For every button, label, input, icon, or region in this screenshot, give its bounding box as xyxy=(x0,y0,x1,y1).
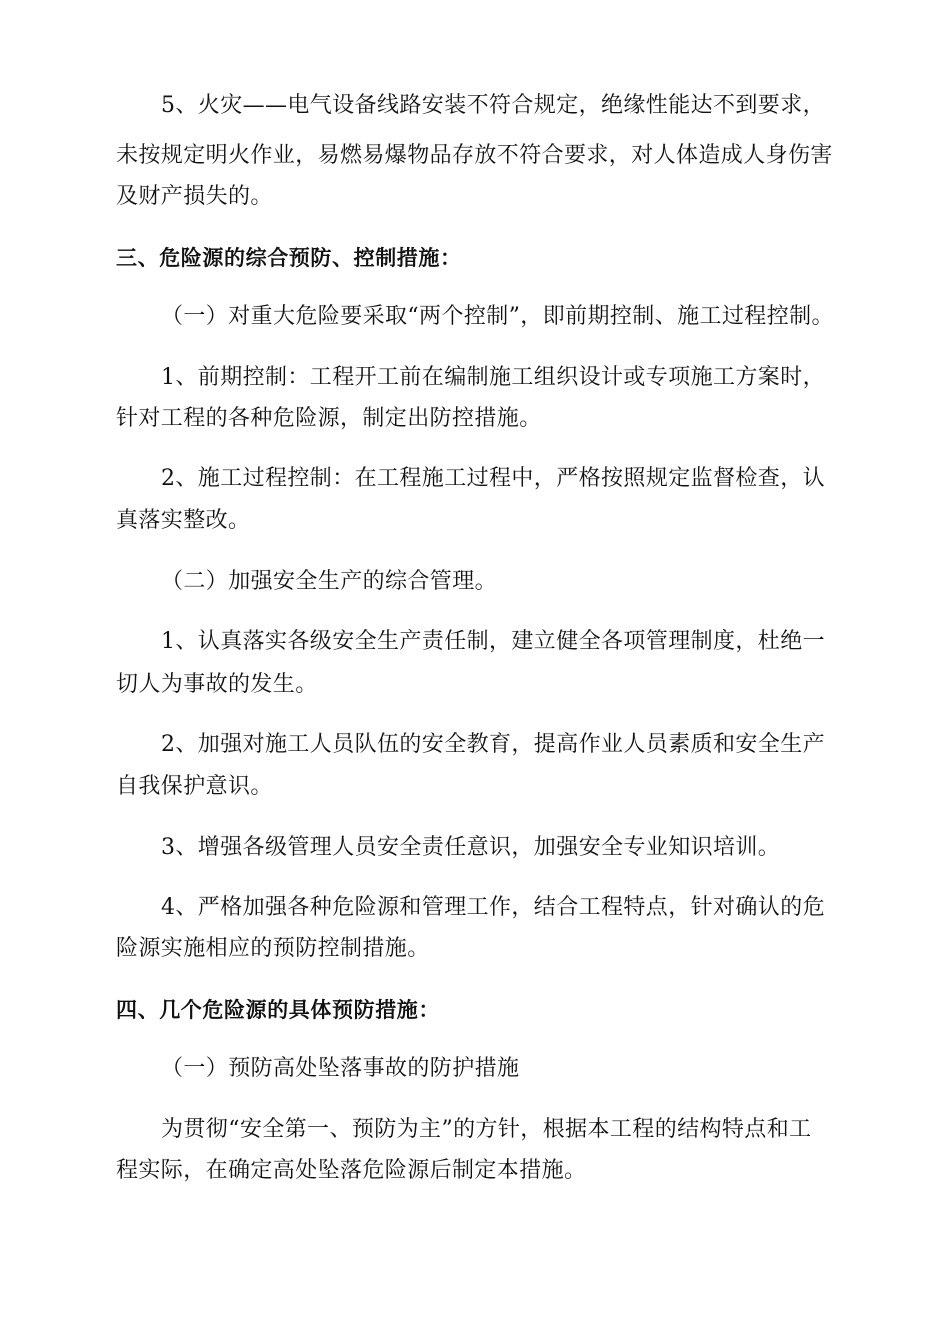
paragraph-line: 险源实施相应的预防控制措施。 xyxy=(116,936,430,961)
paragraph-line: 切人为事故的发生。 xyxy=(116,672,318,697)
paragraph-line: 3、增强各级管理人员安全责任意识，加强安全专业知识培训。 xyxy=(161,835,781,860)
paragraph-line: 及财产损失的。 xyxy=(116,184,273,209)
paragraph-line: 2、加强对施工人员队伍的安全教育，提高作业人员素质和安全生产 xyxy=(161,732,825,757)
paragraph-line: 程实际，在确定高处坠落危险源后制定本措施。 xyxy=(116,1158,587,1183)
paragraph-line: 为贯彻“安全第一、预防为主”的方针，根据本工程的结构特点和工 xyxy=(161,1117,812,1142)
subsection-heading: （一）预防高处坠落事故的防护措施 xyxy=(161,1056,520,1081)
paragraph-line: 1、认真落实各级安全生产责任制，建立健全各项管理制度，杜绝一 xyxy=(161,629,825,654)
paragraph-line: 针对工程的各种危险源，制定出防控措施。 xyxy=(116,406,542,431)
paragraph-line: 4、严格加强各种危险源和管理工作，结合工程特点，针对确认的危 xyxy=(161,895,825,920)
subsection-heading: （一）对重大危险要采取“两个控制”，即前期控制、施工过程控制。 xyxy=(161,304,834,329)
paragraph-line: 真落实整改。 xyxy=(116,508,251,533)
paragraph-line: 自我保护意识。 xyxy=(116,774,273,799)
paragraph-line: 5、火灾——电气设备线路安装不符合规定，绝缘性能达不到要求， xyxy=(161,93,825,118)
section-heading: 四、几个危险源的具体预防措施： xyxy=(116,998,440,1022)
subsection-heading: （二）加强安全生产的综合管理。 xyxy=(161,569,498,594)
paragraph-line: 1、前期控制：工程开工前在编制施工组织设计或专项施工方案时， xyxy=(161,365,825,390)
paragraph-line: 未按规定明火作业，易燃易爆物品存放不符合要求，对人体造成人身伤害 xyxy=(116,143,833,168)
paragraph-line: 2、施工过程控制：在工程施工过程中，严格按照规定监督检查，认 xyxy=(161,466,825,491)
section-heading: 三、危险源的综合预防、控制措施： xyxy=(116,246,462,270)
